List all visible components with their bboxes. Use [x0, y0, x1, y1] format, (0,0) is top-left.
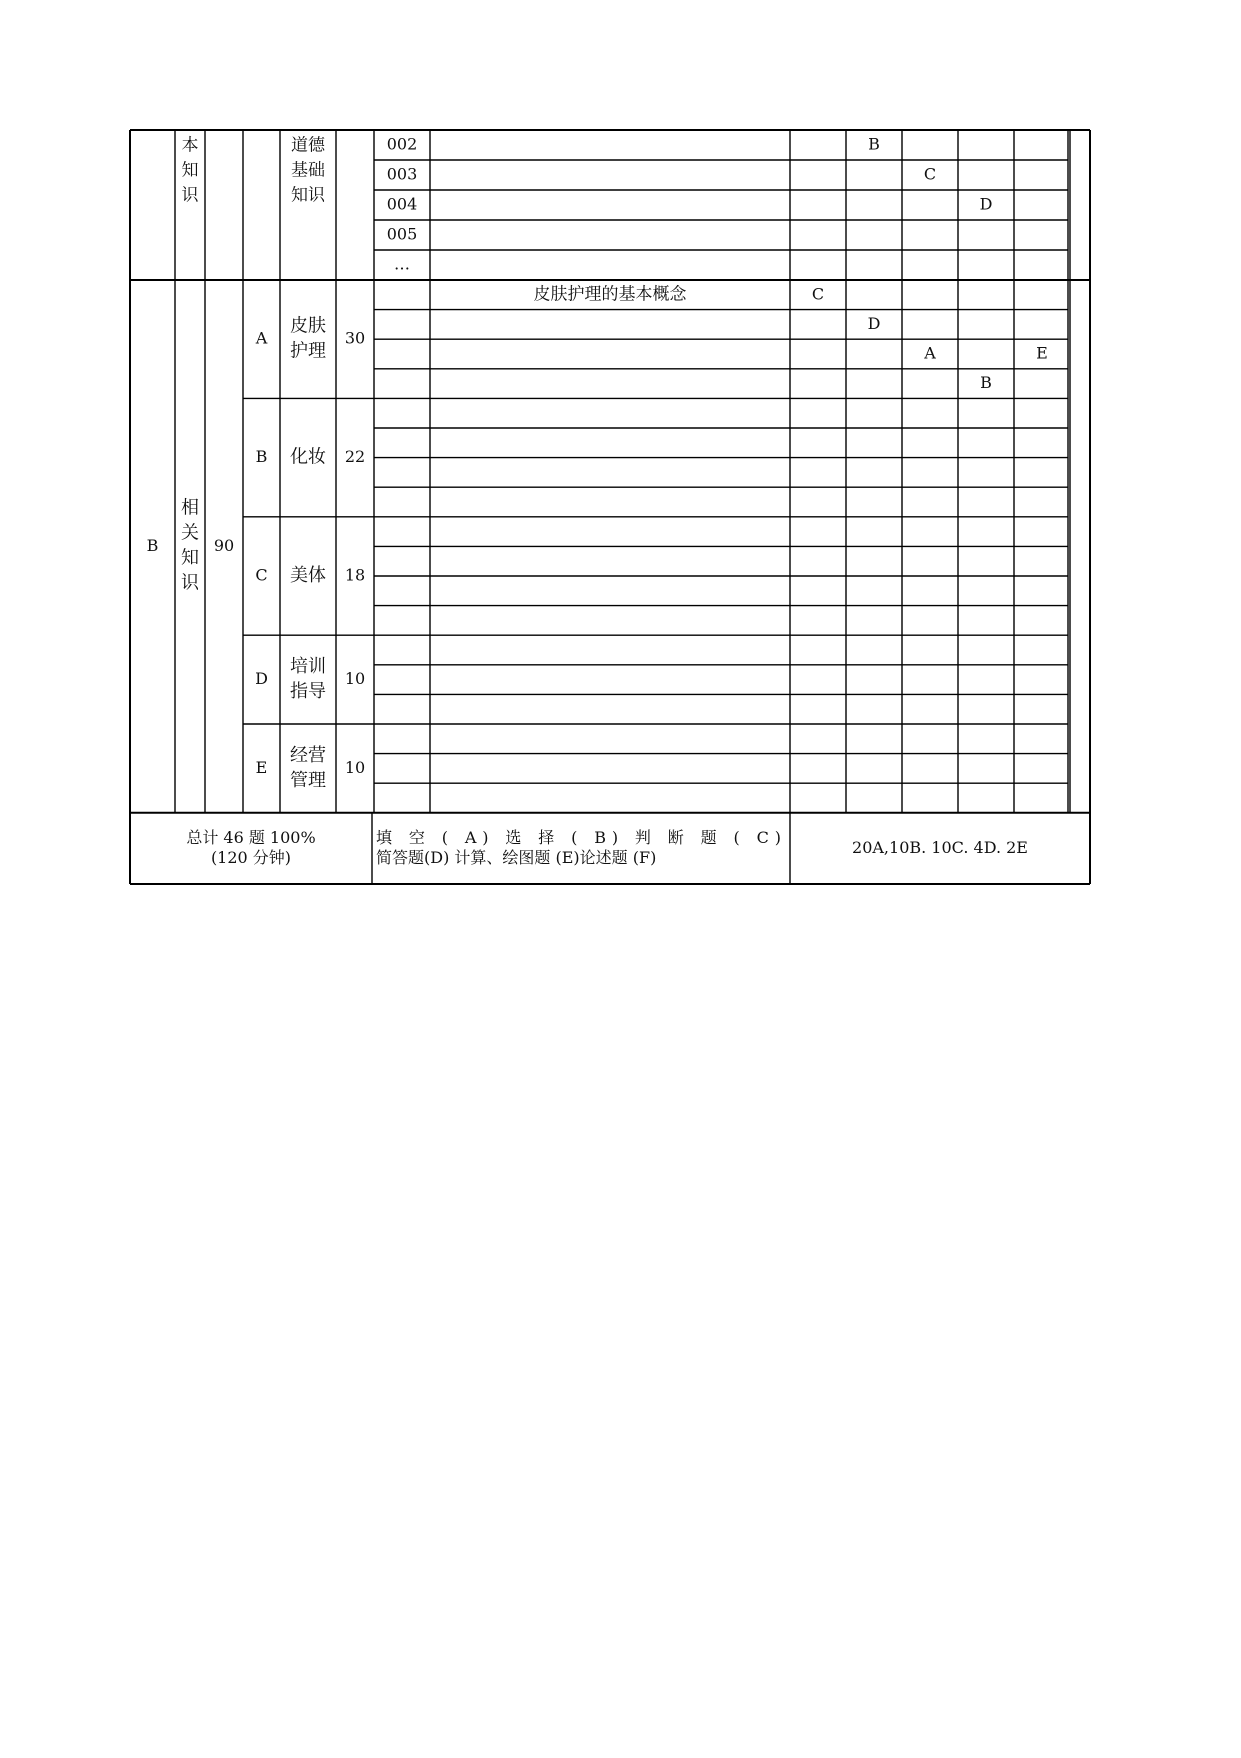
subcategory-label: 基础: [291, 160, 325, 181]
subcategory-label: 知识: [291, 185, 325, 206]
group-code: C: [255, 565, 268, 585]
answer-mark: B: [980, 373, 992, 393]
group-name: 经营: [290, 744, 326, 766]
item-code: 003: [386, 164, 418, 184]
group-code: D: [255, 669, 268, 689]
item-code: …: [394, 254, 410, 274]
answer-mark: E: [1036, 343, 1048, 363]
subcategory-label: 道德: [291, 135, 325, 156]
group-weight: 18: [344, 565, 366, 585]
answer-mark: C: [923, 164, 937, 184]
section-title-char: 关: [181, 522, 199, 544]
category-char: 识: [181, 185, 199, 206]
total-duration: (120 分钟): [210, 847, 292, 867]
group-name: 护理: [290, 340, 326, 362]
group-weight: 30: [344, 328, 366, 348]
group-weight: 22: [344, 447, 366, 467]
group-name: 化妆: [290, 446, 326, 468]
item-code: 005: [386, 224, 418, 244]
question-types-line2: 简答题(D) 计算、绘图题 (E)论述题 (F): [376, 847, 657, 867]
question-types-line1: 填 空 ( A) 选 择 ( B) 判 断 题 ( C): [376, 828, 781, 848]
answer-mark: D: [867, 313, 881, 333]
group-name: 皮肤: [290, 315, 326, 337]
item-description: 皮肤护理的基本概念: [533, 284, 687, 305]
group-weight: 10: [344, 757, 366, 777]
answer-mark: B: [868, 134, 880, 154]
section-title-char: 相: [181, 497, 199, 519]
type-distribution: 20A,10B. 10C. 4D. 2E: [852, 837, 1028, 857]
group-code: E: [255, 757, 268, 777]
section-title-char: 知: [181, 547, 199, 569]
group-name: 管理: [290, 769, 326, 791]
answer-mark: D: [979, 194, 993, 214]
group-name: 美体: [290, 565, 326, 586]
answer-mark: A: [924, 343, 936, 363]
category-char: 本: [181, 135, 199, 156]
group-code: A: [255, 328, 268, 348]
section-title-char: 识: [181, 572, 199, 594]
group-code: B: [255, 447, 268, 467]
group-weight: 10: [344, 669, 366, 689]
section-code: B: [146, 535, 159, 555]
section-weight: 90: [213, 535, 235, 555]
group-name: 指导: [290, 681, 326, 703]
item-code: 004: [386, 194, 418, 214]
item-code: 002: [386, 134, 418, 154]
category-char: 知: [181, 160, 199, 181]
group-name: 培训: [290, 656, 326, 678]
total-summary: 总计 46 题 100%: [186, 828, 316, 848]
answer-mark: C: [811, 284, 825, 304]
